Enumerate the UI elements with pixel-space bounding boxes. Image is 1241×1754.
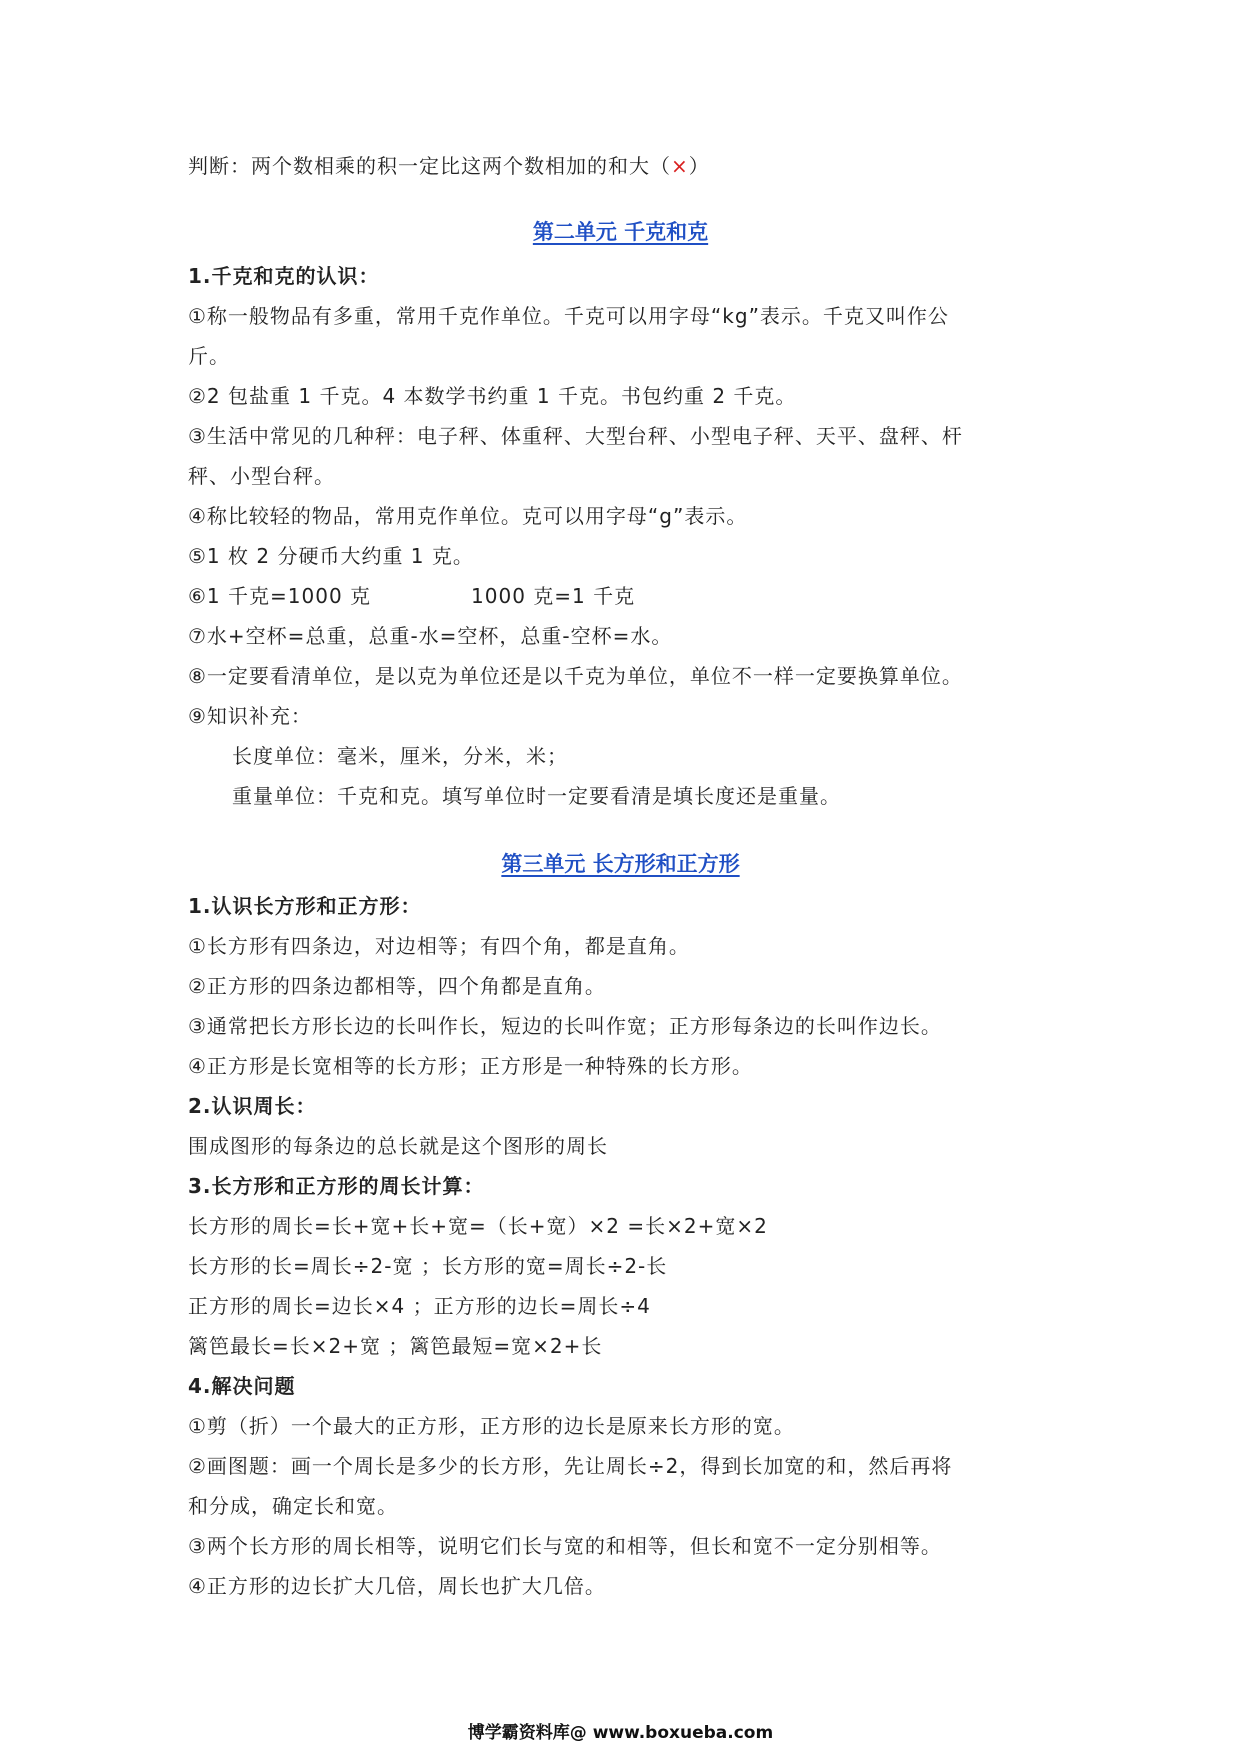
list-item: ②2 包盐重 1 千克。4 本数学书约重 1 千克。书包约重 2 千克。 — [188, 384, 797, 408]
list-item: 斤。 — [188, 344, 230, 368]
unit3-section-heading: 1.认识长方形和正方形： — [188, 894, 422, 918]
list-item: ④正方形的边长扩大几倍，周长也扩大几倍。 — [188, 1574, 606, 1598]
list-item: ⑦水+空杯=总重，总重-水=空杯，总重-空杯=水。 — [188, 624, 673, 648]
unit2-title: 第二单元 千克和克 — [532, 220, 709, 244]
list-item: ③生活中常见的几种秤：电子秤、体重秤、大型台秤、小型电子秤、天平、盘秤、杆 — [188, 424, 963, 448]
list-item: ②正方形的四条边都相等，四个角都是直角。 — [188, 974, 606, 998]
formula-line: 长方形的长=周长÷2-宽 ；长方形的宽=周长÷2-长 — [188, 1254, 668, 1278]
list-item: 和分成，确定长和宽。 — [188, 1494, 398, 1518]
list-item: ⑧一定要看清单位，是以克为单位还是以千克为单位，单位不一样一定要换算单位。 — [188, 664, 963, 688]
list-item: 围成图形的每条边的总长就是这个图形的周长 — [188, 1134, 608, 1158]
list-item: 秤、小型台秤。 — [188, 464, 335, 488]
list-item: ①称一般物品有多重，常用千克作单位。千克可以用字母“kg”表示。千克又叫作公 — [188, 304, 949, 328]
sub-item: 长度单位：毫米，厘米，分米，米； — [232, 744, 568, 768]
list-item: ①剪（折）一个最大的正方形，正方形的边长是原来长方形的宽。 — [188, 1414, 795, 1438]
list-item: ⑨知识补充： — [188, 704, 312, 728]
list-item: ①长方形有四条边，对边相等；有四个角，都是直角。 — [188, 934, 690, 958]
list-item: ③通常把长方形长边的长叫作长，短边的长叫作宽；正方形每条边的长叫作边长。 — [188, 1014, 942, 1038]
unit3-section-heading: 2.认识周长： — [188, 1094, 317, 1118]
formula-line: 正方形的周长=边长×4 ；正方形的边长=周长÷4 — [188, 1294, 651, 1318]
list-item: ②画图题：画一个周长是多少的长方形，先让周长÷2，得到长加宽的和，然后再将 — [188, 1454, 953, 1478]
unit3-section-heading: 4.解决问题 — [188, 1374, 296, 1398]
list-item: ⑥1 千克=1000 克 1000 克=1 千克 — [188, 584, 636, 608]
sub-item: 重量单位：千克和克。填写单位时一定要看清是填长度还是重量。 — [232, 784, 841, 808]
formula-line: 篱笆最长=长×2+宽 ；篱笆最短=宽×2+长 — [188, 1334, 603, 1358]
formula-line: 长方形的周长=长+宽+长+宽=（长+宽）×2 =长×2+宽×2 — [188, 1214, 768, 1238]
list-item: ③两个长方形的周长相等，说明它们长与宽的和相等，但长和宽不一定分别相等。 — [188, 1534, 942, 1558]
list-item: ④正方形是长宽相等的长方形；正方形是一种特殊的长方形。 — [188, 1054, 753, 1078]
list-item: ⑤1 枚 2 分硬币大约重 1 克。 — [188, 544, 474, 568]
list-item: ④称比较轻的物品，常用克作单位。克可以用字母“g”表示。 — [188, 504, 748, 528]
unit3-section-heading: 3.长方形和正方形的周长计算： — [188, 1174, 485, 1198]
footer-watermark: 博学霸资料库@ www.boxueba.com — [467, 1723, 774, 1743]
judgement-line: 判断：两个数相乘的积一定比这两个数相加的和大（×） — [188, 154, 710, 178]
unit2-section-heading: 1.千克和克的认识： — [188, 264, 380, 288]
unit3-title: 第三单元 长方形和正方形 — [501, 852, 740, 876]
cross-mark: × — [671, 154, 689, 178]
